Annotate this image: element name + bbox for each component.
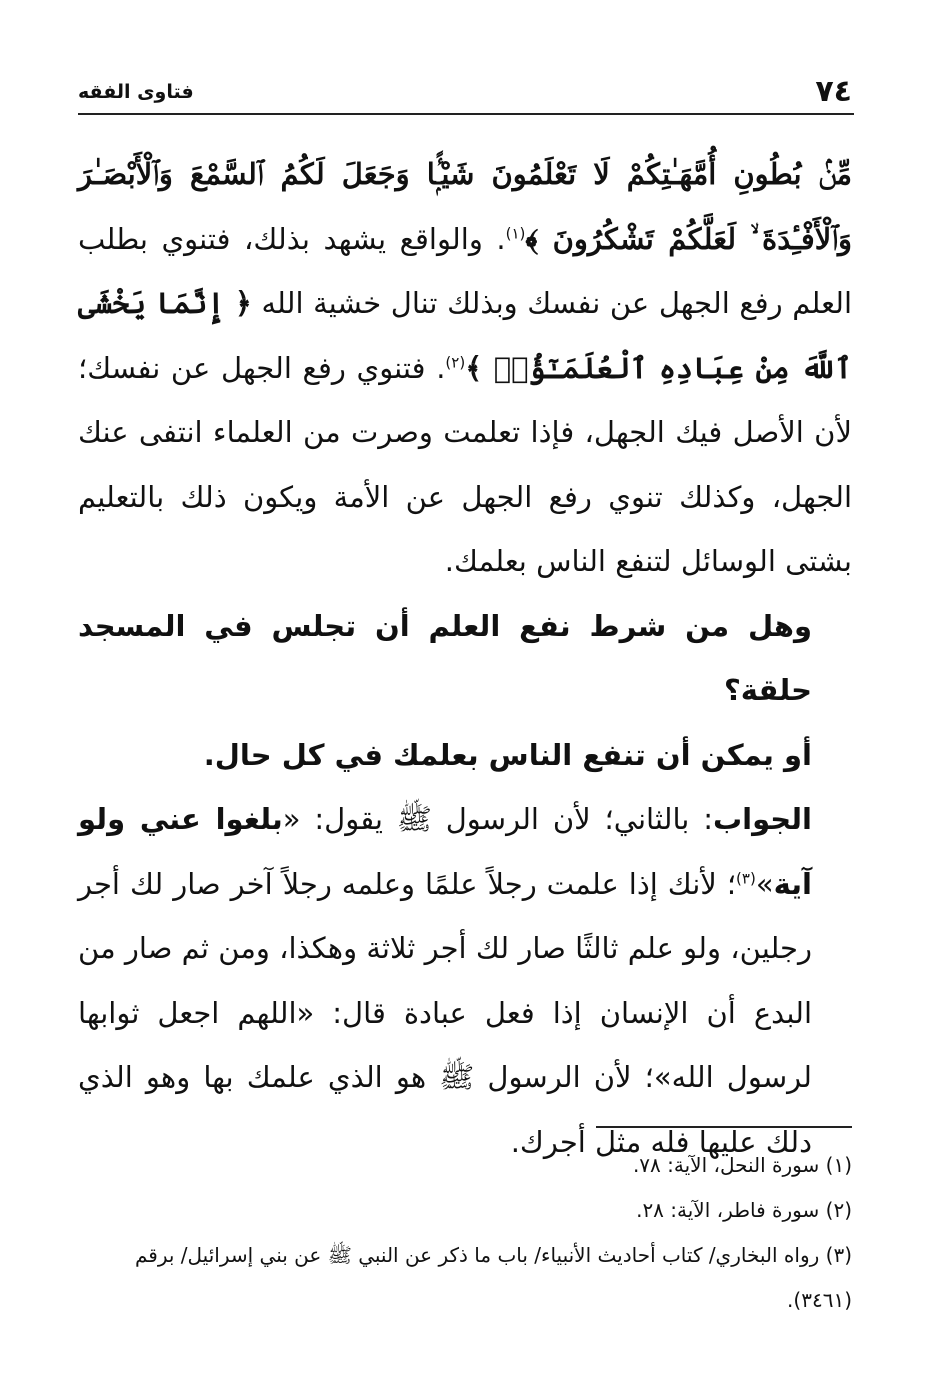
answer-text-1: : بالثاني؛ لأن الرسول ﷺ يقول: « — [282, 802, 713, 836]
main-text — [78, 142, 852, 1174]
question-line-2: أو يمكن أن تنفع الناس بعلمك في كل حال. — [203, 737, 812, 772]
footnotes — [78, 1143, 852, 1323]
answer-paragraph — [78, 787, 852, 1174]
quran-verse-2: ﴿ إِنَّمَا يَخْشَى ٱللَّهَ مِنْ عِبَادِهِ ٱلْعُلَمَـٰٓؤُا۟ ﴾ — [78, 286, 852, 385]
footnote-3: (٣) رواه البخاري/ كتاب أحاديث الأنبياء/ باب ما ذكر عن النبي ﷺ عن بني إسرائيل/ برقم (٣٤٦١). — [134, 1243, 852, 1312]
hadith-quote: بلغوا عني ولو آية — [78, 802, 812, 901]
answer-label: الجواب — [713, 802, 812, 836]
paragraph-text: . والواقع يشهد بذلك، فتنوي بطلب العلم رفع الجهل عن نفسك وبذلك تنال خشية الله — [78, 221, 853, 320]
quran-verse: مِّنۢ بُطُونِ أُمَّهَـٰتِكُمْ لَا تَعْلَمُونَ شَيْـًۭٔا وَجَعَلَ لَكُمُ ٱلسَّمْعَ وَٱلْأَبْصَـٰرَ وَٱلْأَفْـِٔدَةَ ۙ لَعَلَّكُمْ تَشْكُرُونَ ﴾ — [78, 157, 852, 256]
footnote-divider — [596, 1126, 852, 1128]
footnote-ref-3[interactable]: (٣) — [736, 868, 756, 887]
paragraph-intro — [78, 142, 852, 594]
footnote-ref-2[interactable]: (٢) — [445, 352, 466, 371]
answer-text-3: ؛ لأنك إذا علمت رجلاً علمًا وعلمه رجلاً آخر صار لك أجر رجلين، ولو علم ثالثًا صار لك أجر ثلاثة وهكذا، ومن ثم صار من البدع أن الإنسان إذا فعل عبادة قال: «اللهم اجعل ثوابها لرسول الله»؛ لأن الرسول ﷺ هو الذي علمك بها وهو الذي دلك عليها فله مثل أجرك. — [78, 866, 812, 1159]
answer-text-2: » — [755, 866, 774, 901]
page-number: ٧٤ — [815, 74, 852, 109]
page-header — [78, 72, 852, 112]
paragraph-text-2: . فتنوي رفع الجهل عن نفسك؛ لأن الأصل فيك الجهل، فإذا تعلمت وصرت من العلماء انتفى عنك الجهل، وكذلك تنوي رفع الجهل عن الأمة ويكون ذلك بالتعليم بشتى الوسائل لتنفع الناس بعلمك. — [78, 350, 852, 578]
header-divider — [78, 113, 854, 115]
footnote-1: (١) سورة النحل، الآية: ٧٨. — [632, 1153, 852, 1177]
footnote-ref-1[interactable]: (١) — [505, 223, 526, 242]
footnote-2: (٢) سورة فاطر، الآية: ٢٨. — [636, 1198, 852, 1222]
book-title: فتاوى الفقه — [78, 81, 194, 103]
question-line-1: وهل من شرط نفع العلم أن تجلس في المسجد حلقة؟ — [78, 608, 812, 707]
